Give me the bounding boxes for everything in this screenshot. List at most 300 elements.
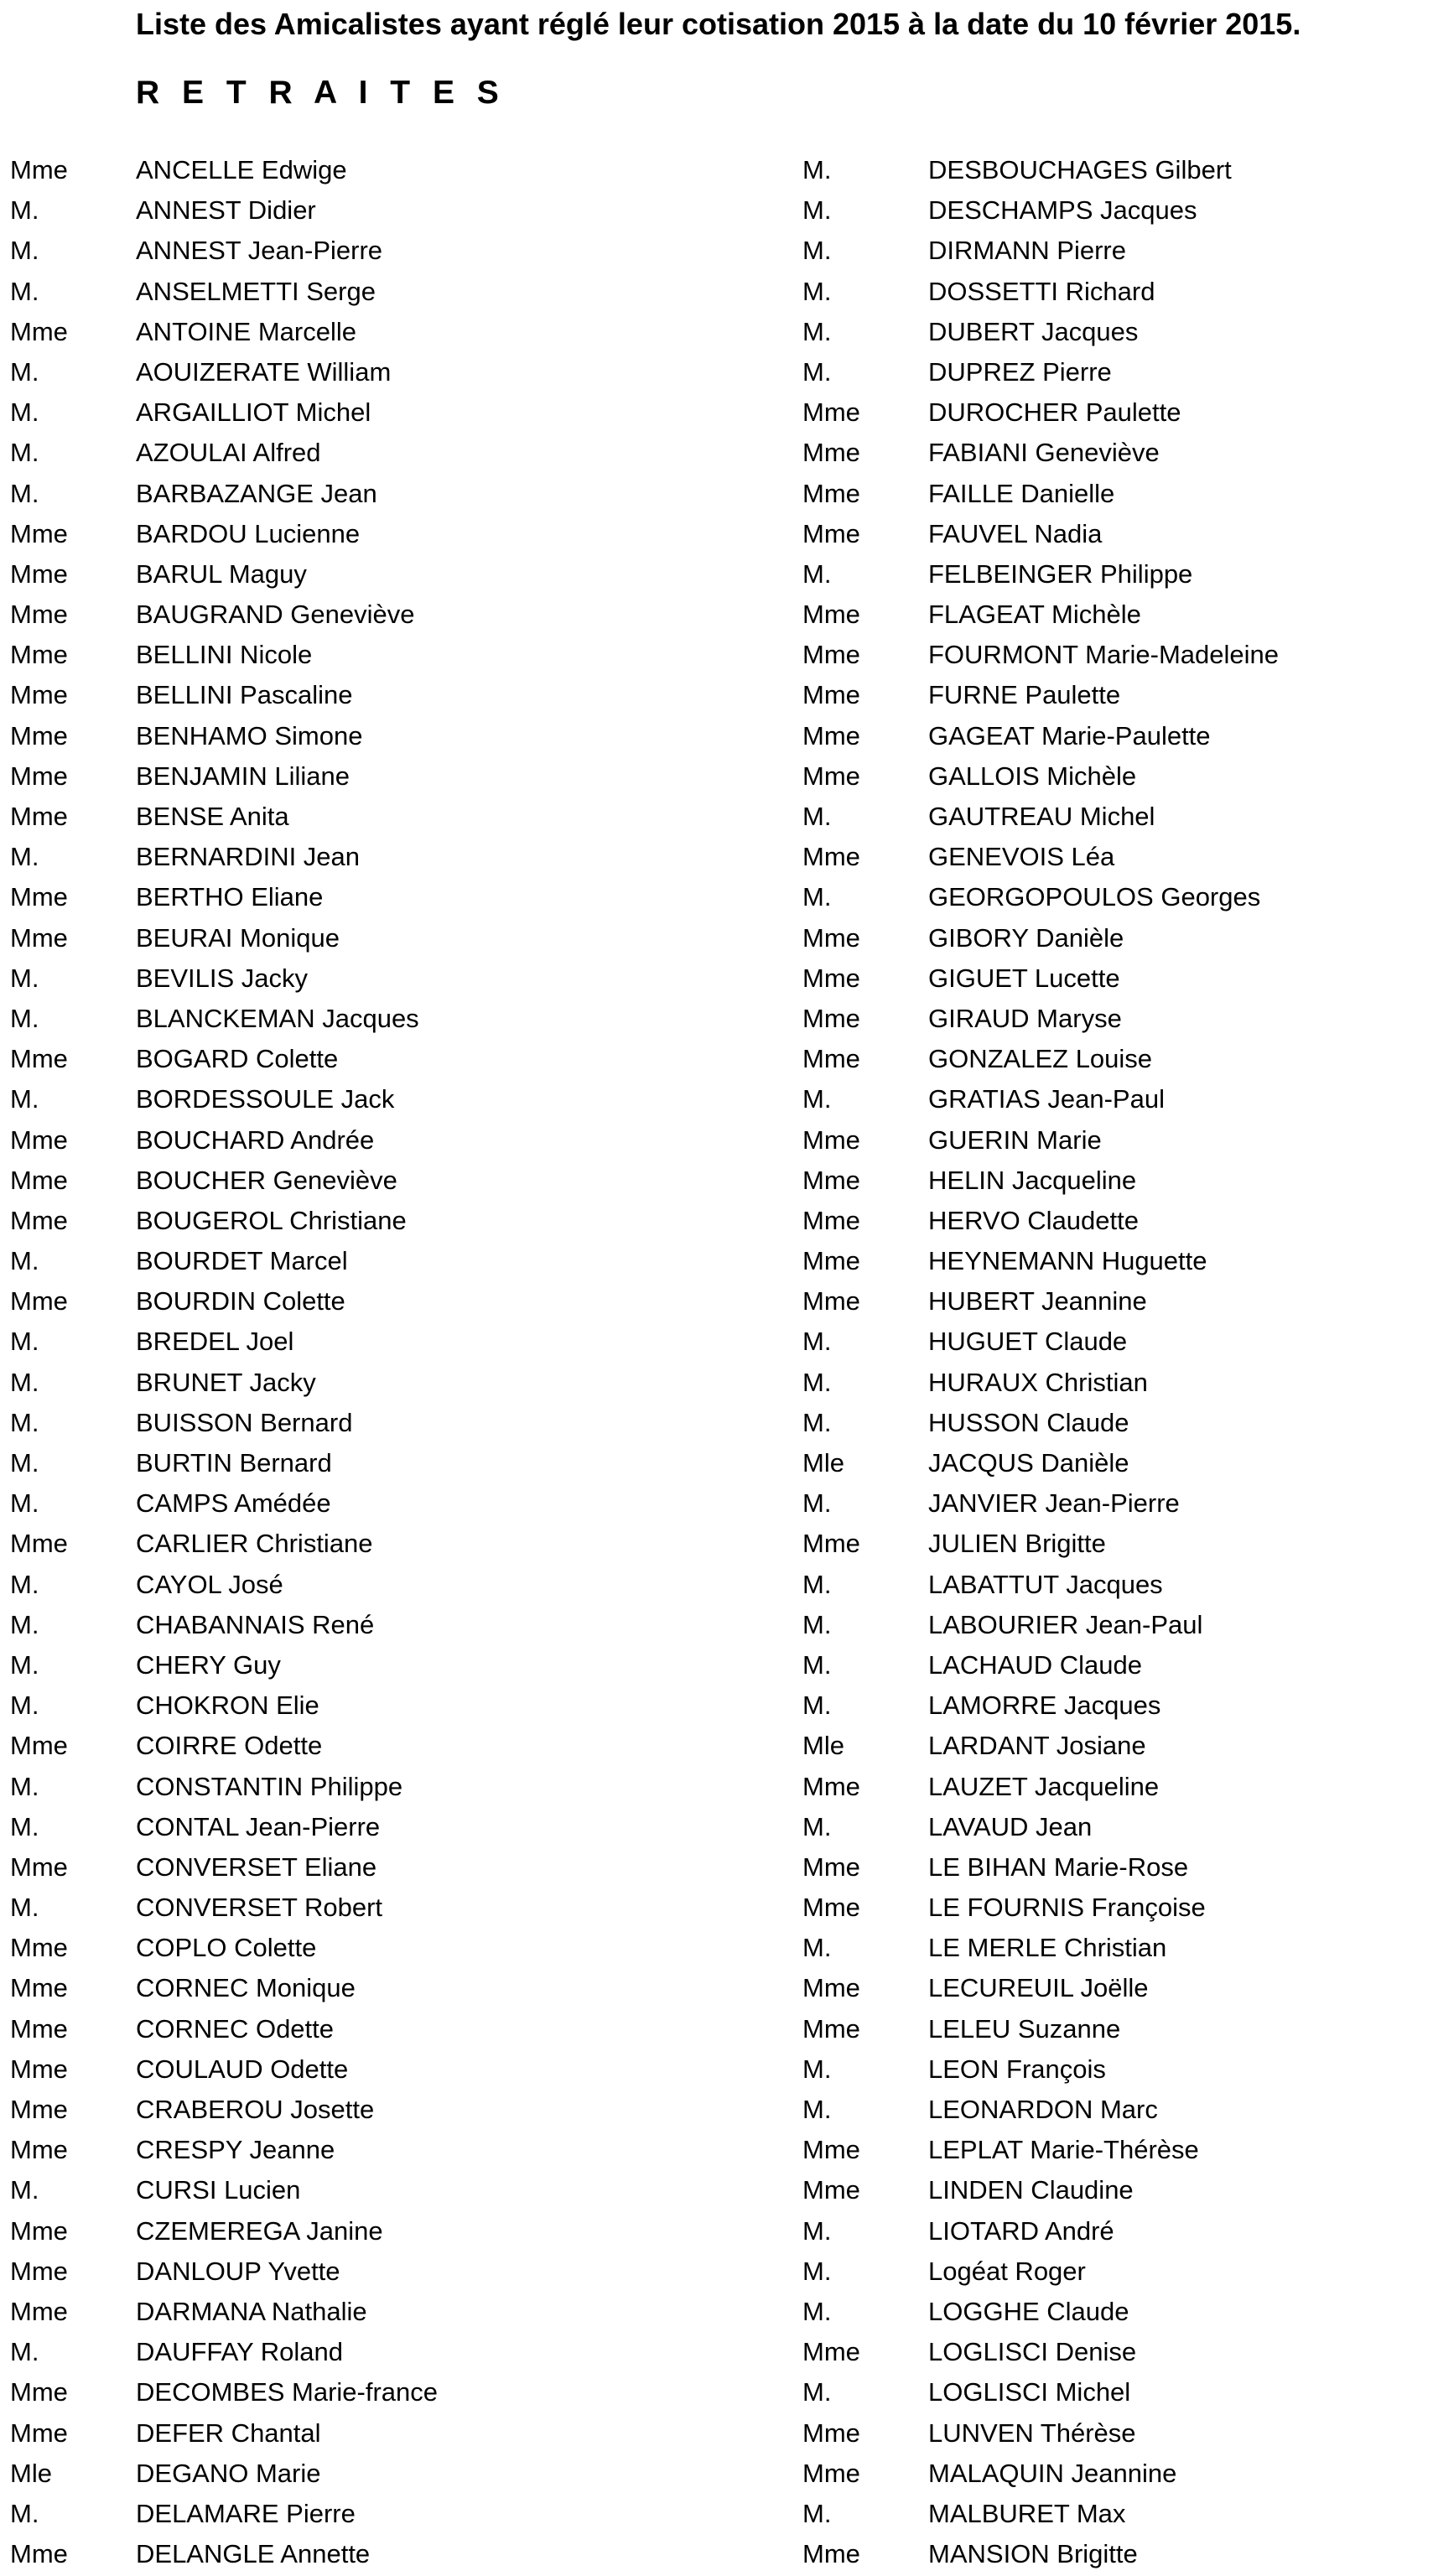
member-civility: Mme — [802, 600, 860, 630]
member-row — [10, 1281, 698, 1322]
member-civility: Mme — [10, 2013, 68, 2044]
member-name: BRUNET Jacky — [136, 1367, 316, 1397]
member-name: DECOMBES Marie-france — [136, 2377, 439, 2407]
member-civility: Mle — [802, 1731, 844, 1761]
member-row — [10, 1363, 698, 1403]
member-row — [10, 1079, 698, 1119]
member-row — [802, 2090, 1433, 2130]
member-name: CONVERSET Eliane — [136, 1852, 377, 1882]
member-name: BOURDIN Colette — [136, 1286, 345, 1317]
member-row — [10, 554, 698, 595]
member-civility: Mme — [802, 1771, 860, 1801]
member-civility: M. — [10, 1893, 39, 1923]
member-civility: M. — [10, 1246, 39, 1276]
member-row — [802, 150, 1433, 190]
member-civility: M. — [10, 478, 39, 508]
member-civility: M. — [802, 1933, 832, 1963]
member-civility: Mme — [10, 2215, 68, 2246]
member-civility: M. — [802, 276, 832, 306]
member-name: DUPREZ Pierre — [928, 356, 1112, 387]
member-row — [10, 190, 698, 231]
member-name: LABOURIER Jean-Paul — [928, 1609, 1203, 1639]
member-civility: Mme — [802, 478, 860, 508]
member-civility: M. — [802, 1367, 832, 1397]
member-civility: M. — [802, 2215, 832, 2246]
member-row — [10, 2130, 698, 2170]
member-civility: M. — [10, 1448, 39, 1478]
member-row — [802, 837, 1433, 877]
member-name: GEORGOPOULOS Georges — [928, 882, 1261, 912]
member-row — [802, 877, 1433, 917]
member-row — [10, 2454, 698, 2494]
member-row — [10, 272, 698, 312]
member-row — [802, 2251, 1433, 2292]
member-civility: Mme — [10, 1286, 68, 1317]
member-name: BOUGEROL Christiane — [136, 1205, 407, 1235]
member-civility: M. — [802, 1327, 832, 1357]
member-civility: M. — [802, 2498, 832, 2528]
member-row — [802, 2332, 1433, 2372]
member-list-right — [802, 150, 1433, 2574]
member-name: BEURAI Monique — [136, 922, 340, 953]
member-name: BAUGRAND Geneviève — [136, 600, 415, 630]
member-civility: Mme — [10, 922, 68, 953]
member-name: BELLINI Nicole — [136, 640, 313, 670]
member-name: HERVO Claudette — [928, 1205, 1139, 1235]
member-row — [10, 1241, 698, 1281]
member-name: COULAUD Odette — [136, 2054, 349, 2084]
member-civility: M. — [10, 1609, 39, 1639]
member-civility: Mme — [802, 1893, 860, 1923]
member-row — [10, 837, 698, 877]
member-civility: Mme — [10, 2256, 68, 2286]
member-name: ANNEST Didier — [136, 195, 316, 226]
member-row — [802, 1241, 1433, 1281]
member-row — [802, 352, 1433, 392]
member-row — [802, 1443, 1433, 1483]
member-row — [10, 1161, 698, 1201]
member-row — [802, 1161, 1433, 1201]
member-name: HUSSON Claude — [928, 1407, 1129, 1437]
member-name: CURSI Lucien — [136, 2175, 301, 2205]
member-row — [802, 1888, 1433, 1928]
member-list-left — [10, 150, 698, 2574]
member-civility: M. — [10, 1488, 39, 1519]
member-row — [802, 1726, 1433, 1766]
member-row — [802, 2454, 1433, 2494]
member-row — [10, 1322, 698, 1362]
member-row — [10, 675, 698, 715]
member-name: CORNEC Monique — [136, 1973, 356, 2003]
member-civility: M. — [802, 802, 832, 831]
member-name: LOGGHE Claude — [928, 2296, 1129, 2326]
member-row — [10, 1645, 698, 1685]
member-name: CRABEROU Josette — [136, 2095, 375, 2124]
member-civility: M. — [10, 276, 39, 306]
member-civility: M. — [10, 1569, 39, 1599]
member-row — [10, 1565, 698, 1605]
member-row — [10, 756, 698, 797]
member-civility: M. — [10, 236, 39, 266]
member-name: LEPLAT Marie-Thérèse — [928, 2135, 1199, 2165]
member-row — [802, 1363, 1433, 1403]
member-name: LARDANT Josiane — [928, 1731, 1146, 1761]
member-civility: M. — [10, 1811, 39, 1841]
member-name: ANSELMETTI Serge — [136, 276, 376, 306]
member-row — [802, 675, 1433, 715]
member-civility: Mme — [10, 1044, 68, 1074]
member-name: CHERY Guy — [136, 1649, 281, 1680]
member-name: DEGANO Marie — [136, 2458, 321, 2488]
member-name: CHOKRON Elie — [136, 1690, 319, 1721]
member-name: CONSTANTIN Philippe — [136, 1771, 403, 1801]
member-name: JACQUS Danièle — [928, 1448, 1129, 1478]
member-civility: M. — [10, 1771, 39, 1801]
member-row — [10, 1039, 698, 1079]
member-civility: Mme — [802, 640, 860, 670]
member-civility: Mme — [802, 1852, 860, 1882]
member-row — [802, 1403, 1433, 1443]
member-civility: M. — [10, 1690, 39, 1721]
member-civility: Mme — [10, 2539, 68, 2569]
member-row — [10, 2413, 698, 2454]
member-civility: Mme — [10, 1973, 68, 2003]
member-civility: Mme — [10, 761, 68, 791]
member-row — [802, 1928, 1433, 1968]
member-name: ANCELLE Edwige — [136, 155, 347, 184]
member-civility: M. — [802, 1084, 832, 1114]
member-row — [802, 474, 1433, 514]
member-name: LIOTARD André — [928, 2215, 1114, 2246]
member-name: FOURMONT Marie-Madeleine — [928, 640, 1280, 670]
member-row — [10, 1767, 698, 1807]
member-civility: Mme — [10, 882, 68, 912]
member-row — [802, 797, 1433, 837]
member-civility: Mme — [802, 397, 860, 428]
member-name: GIGUET Lucette — [928, 963, 1120, 993]
member-name: FLAGEAT Michèle — [928, 600, 1141, 630]
member-name: DEFER Chantal — [136, 2418, 321, 2448]
member-civility: Mme — [802, 720, 860, 750]
member-name: DARMANA Nathalie — [136, 2296, 367, 2326]
member-row — [802, 1605, 1433, 1645]
member-name: GALLOIS Michèle — [928, 761, 1137, 791]
member-civility: Mme — [802, 518, 860, 548]
member-name: CHABANNAIS René — [136, 1609, 375, 1639]
member-civility: M. — [10, 195, 39, 226]
member-civility: M. — [10, 842, 39, 872]
member-row — [802, 1645, 1433, 1685]
member-civility: M. — [802, 1609, 832, 1639]
member-row — [802, 2211, 1433, 2251]
member-civility: Mme — [802, 1165, 860, 1195]
member-name: BOUCHER Geneviève — [136, 1165, 397, 1195]
member-name: HURAUX Christian — [928, 1367, 1148, 1397]
member-civility: Mme — [802, 1124, 860, 1155]
member-civility: M. — [802, 1811, 832, 1841]
member-name: DANLOUP Yvette — [136, 2256, 340, 2286]
member-row — [10, 877, 698, 917]
member-row — [802, 2413, 1433, 2454]
member-row — [802, 312, 1433, 352]
member-civility: Mme — [10, 1933, 68, 1963]
member-civility: Mme — [802, 1205, 860, 1235]
member-civility: M. — [10, 2337, 39, 2367]
member-row — [802, 1807, 1433, 1847]
member-civility: Mme — [802, 680, 860, 710]
member-civility: M. — [802, 882, 832, 912]
member-name: BERNARDINI Jean — [136, 842, 361, 872]
member-name: DUBERT Jacques — [928, 316, 1139, 346]
member-civility: M. — [802, 1488, 832, 1519]
member-name: BUISSON Bernard — [136, 1407, 353, 1437]
member-row — [802, 2292, 1433, 2332]
member-name: Logéat Roger — [928, 2256, 1086, 2286]
member-civility: M. — [10, 2175, 39, 2205]
member-name: MANSION Brigitte — [928, 2539, 1138, 2569]
member-row — [10, 2090, 698, 2130]
member-row — [10, 1201, 698, 1241]
member-name: LACHAUD Claude — [928, 1649, 1142, 1680]
member-civility: Mme — [10, 2418, 68, 2448]
member-row — [802, 1483, 1433, 1524]
member-name: GENEVOIS Léa — [928, 842, 1115, 872]
member-civility: Mme — [802, 2013, 860, 2044]
member-name: AZOULAI Alfred — [136, 438, 321, 468]
member-row — [802, 635, 1433, 675]
member-row — [802, 2130, 1433, 2170]
member-row — [10, 797, 698, 837]
member-name: DESCHAMPS Jacques — [928, 195, 1197, 226]
member-row — [802, 190, 1433, 231]
member-row — [10, 2009, 698, 2049]
member-name: BOGARD Colette — [136, 1044, 339, 1074]
member-name: CAMPS Amédée — [136, 1488, 331, 1519]
member-civility: Mme — [802, 2539, 860, 2569]
member-name: COPLO Colette — [136, 1933, 317, 1963]
member-civility: M. — [10, 963, 39, 993]
member-row — [802, 2534, 1433, 2574]
member-civility: Mme — [10, 680, 68, 710]
member-name: FELBEINGER Philippe — [928, 558, 1193, 589]
member-row — [10, 1685, 698, 1726]
member-civility: M. — [802, 1407, 832, 1437]
member-name: LECUREUIL Joëlle — [928, 1973, 1149, 2003]
member-row — [802, 756, 1433, 797]
member-name: CONTAL Jean-Pierre — [136, 1811, 381, 1841]
member-row — [10, 1726, 698, 1766]
member-name: BURTIN Bernard — [136, 1448, 332, 1478]
member-civility: M. — [802, 356, 832, 387]
member-civility: M. — [10, 438, 39, 468]
member-name: ANTOINE Marcelle — [136, 316, 356, 346]
member-name: CARLIER Christiane — [136, 1529, 373, 1559]
member-name: LAMORRE Jacques — [928, 1690, 1161, 1721]
member-row — [802, 2049, 1433, 2090]
member-row — [10, 1888, 698, 1928]
member-row — [802, 1685, 1433, 1726]
member-civility: Mme — [10, 2377, 68, 2407]
member-name: DELAMARE Pierre — [136, 2498, 356, 2528]
member-civility: Mme — [10, 1852, 68, 1882]
member-name: LOGLISCI Denise — [928, 2337, 1137, 2367]
member-name: BELLINI Pascaline — [136, 680, 353, 710]
member-row — [10, 1443, 698, 1483]
member-row — [10, 2332, 698, 2372]
member-civility: Mme — [802, 963, 860, 993]
member-civility: Mme — [10, 2135, 68, 2165]
member-row — [10, 958, 698, 999]
member-name: BENJAMIN Liliane — [136, 761, 350, 791]
member-civility: M. — [802, 2095, 832, 2124]
member-row — [10, 2372, 698, 2412]
member-civility: Mme — [802, 2135, 860, 2165]
member-name: HUGUET Claude — [928, 1327, 1128, 1357]
member-civility: Mme — [10, 1731, 68, 1761]
member-name: ANNEST Jean-Pierre — [136, 236, 383, 266]
member-row — [802, 999, 1433, 1039]
member-name: BOUCHARD Andrée — [136, 1124, 375, 1155]
member-row — [802, 1322, 1433, 1362]
member-civility: Mme — [802, 1529, 860, 1559]
member-row — [802, 2494, 1433, 2534]
member-name: GIBORY Danièle — [928, 922, 1124, 953]
member-name: HELIN Jacqueline — [928, 1165, 1137, 1195]
member-name: MALBURET Max — [928, 2498, 1126, 2528]
member-row — [802, 1281, 1433, 1322]
member-civility: Mme — [802, 761, 860, 791]
member-name: LEONARDON Marc — [928, 2095, 1158, 2124]
member-row — [10, 1403, 698, 1443]
member-civility: Mme — [802, 2175, 860, 2205]
member-name: BLANCKEMAN Jacques — [136, 1003, 419, 1033]
member-row — [10, 1524, 698, 1564]
member-civility: M. — [802, 2296, 832, 2326]
member-row — [10, 716, 698, 756]
member-row — [10, 635, 698, 675]
member-civility: Mme — [802, 842, 860, 872]
member-row — [802, 1120, 1433, 1161]
member-civility: M. — [10, 1407, 39, 1437]
member-row — [802, 918, 1433, 958]
member-name: LINDEN Claudine — [928, 2175, 1134, 2205]
member-row — [10, 2534, 698, 2574]
member-row — [802, 1079, 1433, 1119]
member-name: BOURDET Marcel — [136, 1246, 348, 1276]
member-civility: Mme — [10, 518, 68, 548]
member-civility: M. — [802, 2054, 832, 2084]
member-row — [802, 1524, 1433, 1564]
member-name: BARBAZANGE Jean — [136, 478, 377, 508]
member-name: FABIANI Geneviève — [928, 438, 1160, 468]
member-civility: Mle — [10, 2458, 52, 2488]
member-row — [10, 1807, 698, 1847]
member-name: DUROCHER Paulette — [928, 397, 1181, 428]
member-name: LAUZET Jacqueline — [928, 1771, 1160, 1801]
member-row — [802, 958, 1433, 999]
member-row — [10, 2251, 698, 2292]
member-row — [802, 272, 1433, 312]
member-civility: Mme — [10, 2054, 68, 2084]
member-civility: M. — [10, 2498, 39, 2528]
member-name: BERTHO Eliane — [136, 882, 324, 912]
member-civility: Mme — [10, 2095, 68, 2124]
member-civility: M. — [802, 1649, 832, 1680]
member-civility: Mme — [802, 922, 860, 953]
member-name: BREDEL Joel — [136, 1327, 294, 1357]
member-name: CAYOL José — [136, 1569, 283, 1599]
member-civility: Mme — [802, 1246, 860, 1276]
member-name: BENSE Anita — [136, 802, 289, 831]
member-row — [10, 433, 698, 473]
member-row — [10, 474, 698, 514]
member-name: LE MERLE Christian — [928, 1933, 1167, 1963]
member-name: GAGEAT Marie-Paulette — [928, 720, 1211, 750]
member-civility: Mme — [10, 316, 68, 346]
member-civility: Mme — [802, 1973, 860, 2003]
member-civility: M. — [802, 1690, 832, 1721]
member-civility: Mme — [10, 558, 68, 589]
member-civility: M. — [10, 397, 39, 428]
member-row — [802, 716, 1433, 756]
member-row — [802, 2170, 1433, 2210]
member-civility: Mme — [802, 1286, 860, 1317]
member-civility: M. — [802, 236, 832, 266]
member-row — [10, 2211, 698, 2251]
member-row — [10, 595, 698, 635]
member-row — [802, 1201, 1433, 1241]
member-civility: M. — [10, 356, 39, 387]
member-row — [802, 1039, 1433, 1079]
member-name: DIRMANN Pierre — [928, 236, 1126, 266]
member-name: LOGLISCI Michel — [928, 2377, 1131, 2407]
member-row — [10, 392, 698, 433]
member-row — [10, 2049, 698, 2090]
member-civility: Mme — [802, 2418, 860, 2448]
member-name: CRESPY Jeanne — [136, 2135, 335, 2165]
member-civility: Mle — [802, 1448, 844, 1478]
member-name: JULIEN Brigitte — [928, 1529, 1106, 1559]
member-civility: Mme — [10, 802, 68, 831]
member-name: BARDOU Lucienne — [136, 518, 361, 548]
member-row — [802, 554, 1433, 595]
member-row — [802, 2372, 1433, 2412]
member-name: FAUVEL Nadia — [928, 518, 1103, 548]
member-name: COIRRE Odette — [136, 1731, 323, 1761]
member-civility: M. — [802, 1569, 832, 1599]
member-row — [10, 1120, 698, 1161]
member-row — [10, 231, 698, 271]
member-row — [802, 231, 1433, 271]
member-row — [802, 595, 1433, 635]
member-name: JANVIER Jean-Pierre — [928, 1488, 1180, 1519]
member-civility: M. — [10, 1367, 39, 1397]
member-row — [10, 352, 698, 392]
member-name: BEVILIS Jacky — [136, 963, 309, 993]
member-civility: Mme — [10, 720, 68, 750]
member-row — [10, 2170, 698, 2210]
member-name: DOSSETTI Richard — [928, 276, 1155, 306]
member-row — [10, 1483, 698, 1524]
member-civility: Mme — [802, 2337, 860, 2367]
member-name: DESBOUCHAGES Gilbert — [928, 155, 1232, 184]
member-row — [10, 1847, 698, 1888]
member-name: GUERIN Marie — [928, 1124, 1102, 1155]
member-civility: M. — [802, 195, 832, 226]
member-name: LE BIHAN Marie-Rose — [928, 1852, 1189, 1882]
member-name: HEYNEMANN Huguette — [928, 1246, 1207, 1276]
member-civility: M. — [10, 1084, 39, 1114]
